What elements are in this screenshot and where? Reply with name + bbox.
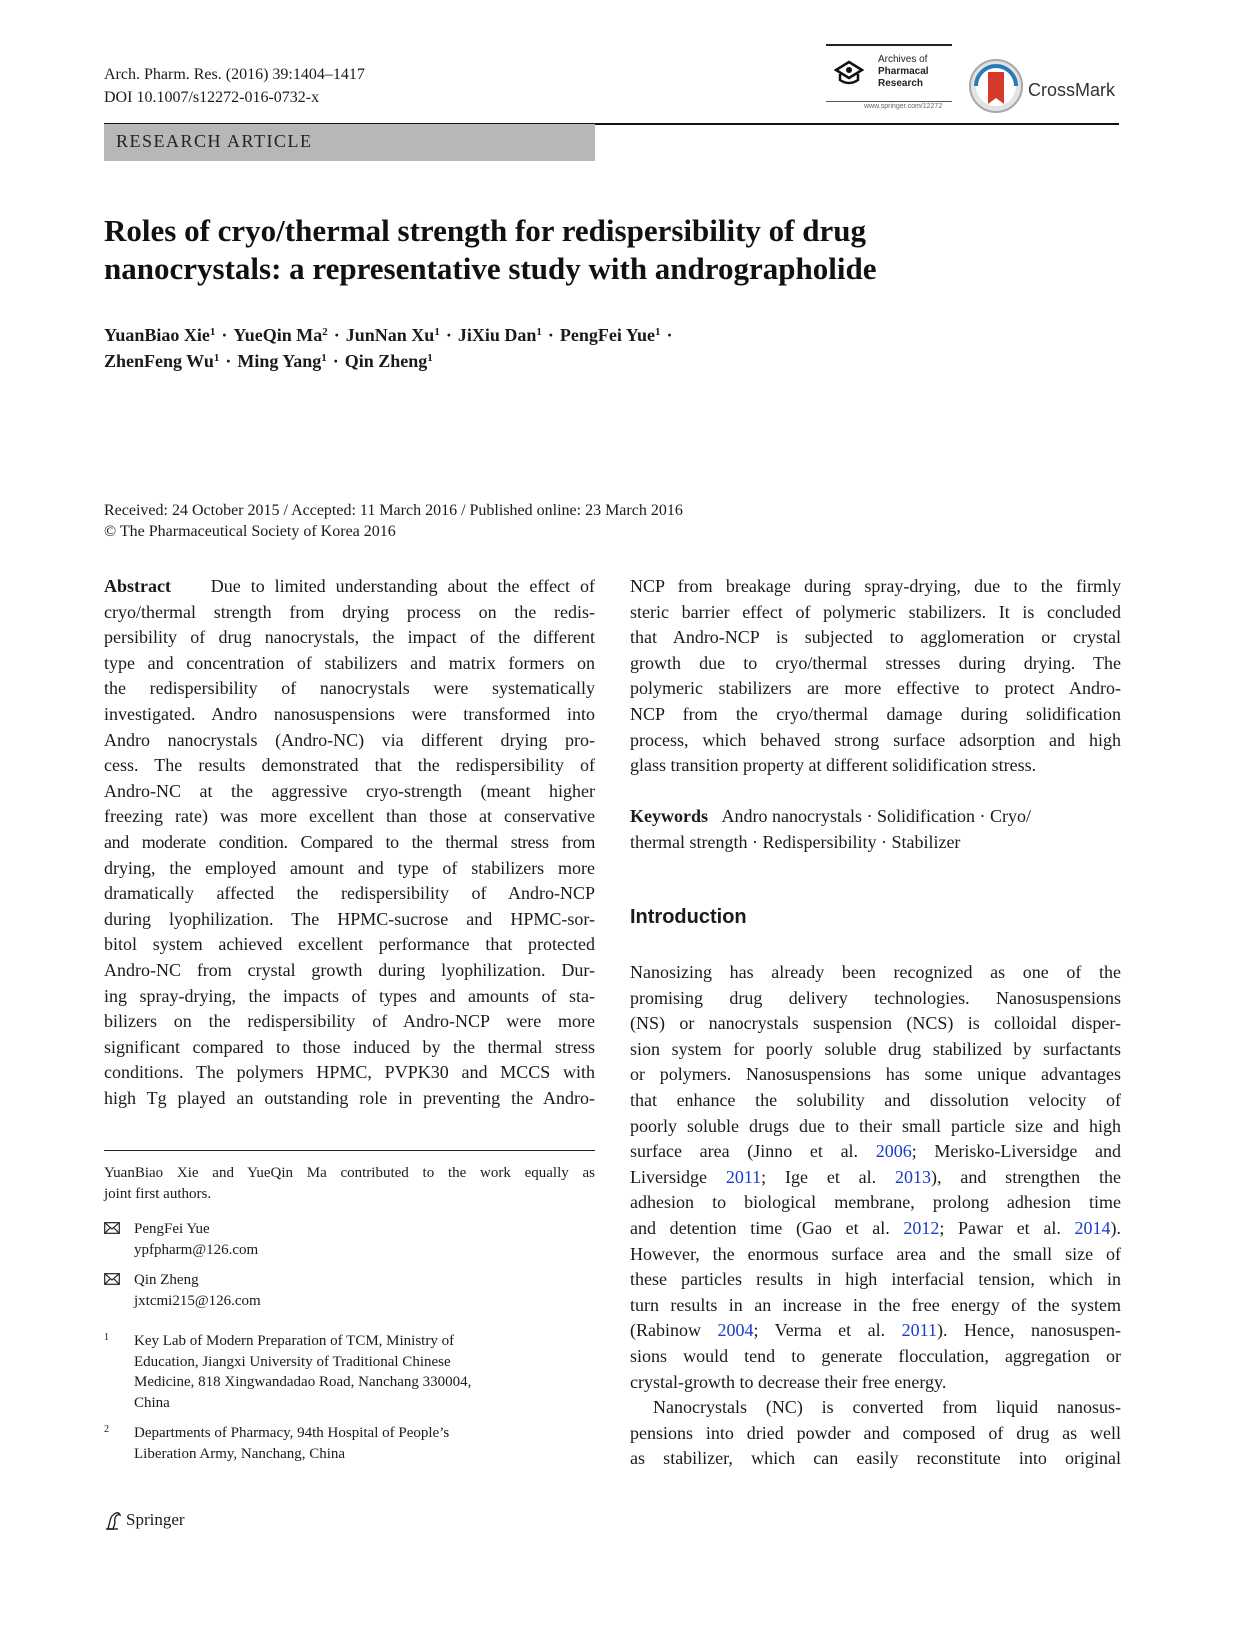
- intro-line: Liversidge 2011; Ige et al. 2013), and strengthen the: [630, 1166, 1121, 1187]
- abstract-line: polymeric stabilizers are more effective to protect Andro-: [630, 678, 1121, 699]
- citation-link[interactable]: 2014: [1074, 1217, 1111, 1238]
- abstract-line: high Tg played an outstanding role in preventing the Andro-: [104, 1087, 595, 1108]
- envelope-icon: [104, 1222, 120, 1234]
- journal-emblem-icon: [834, 60, 864, 86]
- abstract-line: persibility of drug nanocrystals, the impact of the different: [104, 627, 595, 648]
- abstract-line: NCP from the cryo/thermal damage during solidification: [630, 703, 1121, 724]
- crossmark-badge[interactable]: [968, 58, 1118, 118]
- citation-link[interactable]: 2011: [725, 1166, 762, 1187]
- keywords: [630, 804, 1121, 855]
- abstract-line: bitol system achieved excellent performance that protected: [104, 934, 595, 955]
- citation-link[interactable]: 2013: [895, 1166, 932, 1187]
- abstract-line: NCP from breakage during spray-drying, due to the firmly: [630, 576, 1121, 596]
- abstract-line: during lyophilization. The HPMC-sucrose and HPMC-sor-: [104, 908, 595, 929]
- section-heading-introduction: Introduction: [630, 906, 747, 928]
- author-separator: ·: [332, 351, 339, 371]
- logo-text: [878, 54, 929, 90]
- intro-line: sions would tend to generate flocculation, aggregation or: [630, 1345, 1121, 1366]
- introduction-body: [630, 960, 1121, 1472]
- abstract-line: freezing rate) was more excellent than those at conservative: [104, 806, 595, 827]
- corresponding-author: [104, 1270, 595, 1312]
- author[interactable]: Qin Zheng$^1$: [344, 351, 433, 371]
- journal-logo: [826, 44, 952, 112]
- corresponding-email[interactable]: ypfpharm@126.com: [134, 1241, 259, 1258]
- abstract-line: Andro-NC from crystal growth during lyophilization. Dur-: [104, 959, 595, 980]
- author-separator: ·: [666, 325, 673, 345]
- abstract-line: process, which behaved strong surface adsorption and high: [630, 729, 1121, 750]
- corresponding-name: PengFei Yue: [134, 1221, 210, 1237]
- publisher-name: Springer: [126, 1510, 185, 1529]
- abstract-line: Andro nanocrystals (Andro-NC) via different drying pro-: [104, 729, 595, 750]
- abstract-line: and moderate condition. Compared to the thermal stress from: [104, 831, 595, 852]
- logo-line2: Pharmacal: [878, 66, 929, 77]
- author-line-1: [104, 322, 1004, 348]
- affiliation-line: Departments of Pharmacy, 94th Hospital of People’s: [134, 1425, 450, 1441]
- abstract-line: significant compared to those induced by the thermal stress: [104, 1036, 595, 1057]
- affiliation: [104, 1331, 595, 1415]
- abstract-left-column: [104, 574, 595, 1111]
- doi[interactable]: DOI 10.1007/s12272-016-0732-x: [104, 89, 320, 106]
- keywords-line-2: thermal strength · Redispersibility · Stabilizer: [630, 831, 961, 852]
- abstract-label: Abstract: [104, 576, 171, 596]
- affiliation-line: Key Lab of Modern Preparation of TCM, Ministry of: [134, 1333, 455, 1349]
- affiliation-line: China: [134, 1394, 170, 1411]
- intro-line: However, the enormous surface area and the small size of: [630, 1243, 1121, 1264]
- corresponding-author: [104, 1219, 595, 1261]
- affiliation-line: Medicine, 818 Xingwandadao Road, Nanchang 330004,: [134, 1374, 472, 1390]
- intro-line: or polymers. Nanosuspensions has some unique advantages: [630, 1064, 1121, 1085]
- author[interactable]: PengFei Yue$^1$: [559, 325, 661, 345]
- abstract-right-column: [630, 574, 1121, 779]
- intro-line: (Rabinow 2004; Verma et al. 2011). Hence, nanosuspen-: [630, 1320, 1121, 1341]
- corresponding-email[interactable]: jxtcmi215@126.com: [134, 1292, 261, 1309]
- intro-line: crystal-growth to decrease their free energy.: [630, 1371, 947, 1392]
- title-line-2: nanocrystals: a representative study with andrographolide: [104, 251, 877, 286]
- citation-link[interactable]: 2012: [903, 1217, 940, 1238]
- abstract-line: Abstract Due to limited understanding about the effect of: [104, 576, 595, 596]
- note-line: joint first authors.: [104, 1185, 212, 1202]
- intro-line: Nanosizing has already been recognized as one of the: [630, 962, 1121, 982]
- author-list: [104, 322, 1004, 374]
- logo-line1: Archives of: [878, 54, 928, 65]
- abstract-line: investigated. Andro nanosuspensions were transformed into: [104, 703, 595, 724]
- logo-rule-top: [826, 44, 952, 46]
- intro-line: as stabilizer, which can easily reconstitute into original: [630, 1448, 1121, 1469]
- author[interactable]: ZhenFeng Wu$^1$: [104, 351, 220, 371]
- journal-citation: Arch. Pharm. Res. (2016) 39:1404–1417: [104, 66, 365, 83]
- abstract-line: type and concentration of stabilizers and matrix formers on: [104, 652, 595, 673]
- abstract-line: dramatically affected the redispersibility of Andro-NCP: [104, 883, 595, 904]
- author-separator: ·: [333, 325, 340, 345]
- affiliation-number: 2: [104, 1424, 109, 1435]
- crossmark-icon: [968, 58, 1024, 114]
- intro-line: that enhance the solubility and dissolution velocity of: [630, 1089, 1121, 1110]
- abstract-line: steric barrier effect of polymeric stabilizers. It is concluded: [630, 601, 1121, 622]
- springer-horse-icon: [104, 1511, 122, 1531]
- intro-line: (NS) or nanocrystals suspension (NCS) is colloidal disper-: [630, 1013, 1121, 1034]
- title-line-1: Roles of cryo/thermal strength for redispersibility of drug: [104, 213, 866, 248]
- abstract-line: bilizers on the redispersibility of Andro-NCP were more: [104, 1011, 595, 1032]
- article-type: RESEARCH ARTICLE: [116, 131, 313, 151]
- crossmark-label: CrossMark: [1028, 80, 1116, 100]
- envelope-icon: [104, 1273, 120, 1285]
- intro-line: these particles results in high interfacial tension, which in: [630, 1269, 1121, 1290]
- intro-line: sion system for poorly soluble drug stabilized by surfactants: [630, 1038, 1121, 1059]
- abstract-line: that Andro-NCP is subjected to agglomeration or crystal: [630, 627, 1121, 648]
- citation-link[interactable]: 2004: [717, 1320, 754, 1341]
- abstract-line: cess. The results demonstrated that the redispersibility of: [104, 755, 595, 776]
- article-title: [104, 212, 1104, 288]
- affiliation: [104, 1423, 595, 1465]
- author-separator: ·: [445, 325, 452, 345]
- abstract-line: glass transition property at different solidification stress.: [630, 755, 1037, 776]
- copyright-notice: © The Pharmaceutical Society of Korea 2016: [104, 523, 396, 540]
- affiliation-line: Liberation Army, Nanchang, China: [134, 1445, 346, 1462]
- intro-line: turn results in an increase in the free energy of the system: [630, 1294, 1121, 1315]
- abstract-line: drying, the employed amount and type of stabilizers more: [104, 857, 595, 878]
- abstract-line: growth due to cryo/thermal stresses during drying. The: [630, 652, 1121, 673]
- intro-line: Nanocrystals (NC) is converted from liquid nanosus-: [653, 1397, 1121, 1418]
- intro-line: promising drug delivery technologies. Nanosuspensions: [630, 987, 1121, 1008]
- intro-line: pensions into dried powder and composed of drug as well: [630, 1422, 1121, 1443]
- author[interactable]: Ming Yang$^1$: [237, 351, 327, 371]
- keywords-label: Keywords: [630, 806, 708, 826]
- publication-dates: Received: 24 October 2015 / Accepted: 11 March 2016 / Published online: 23 March 2016: [104, 502, 683, 519]
- logo-url[interactable]: www.springer.com/12272: [864, 103, 943, 110]
- logo-line3: Research: [878, 78, 924, 89]
- corresponding-name: Qin Zheng: [134, 1272, 199, 1288]
- author[interactable]: YueQin Ma$^2$: [233, 325, 328, 345]
- footnote-rule: [104, 1150, 595, 1151]
- abstract-line: the redispersibility of nanocrystals were systematically: [104, 678, 595, 699]
- author-separator: ·: [225, 351, 232, 371]
- abstract-line: Andro-NC at the aggressive cryo-strength (meant higher: [104, 780, 595, 801]
- author[interactable]: YuanBiao Xie$^1$: [104, 325, 216, 345]
- author[interactable]: JunNan Xu$^1$: [345, 325, 440, 345]
- logo-rule-bottom: [826, 101, 952, 102]
- affiliation-number: 1: [104, 1332, 109, 1343]
- author-separator: ·: [547, 325, 554, 345]
- intro-line: surface area (Jinno et al. 2006; Merisko-Liversidge and: [630, 1141, 1121, 1162]
- abstract-line: conditions. The polymers HPMC, PVPK30 and MCCS with: [104, 1062, 595, 1083]
- intro-line: adhesion to biological membrane, prolong adhesion time: [630, 1192, 1121, 1213]
- abstract-line: cryo/thermal strength from drying process on the redis-: [104, 601, 595, 622]
- author[interactable]: JiXiu Dan$^1$: [457, 325, 542, 345]
- intro-line: and detention time (Gao et al. 2012; Pawar et al. 2014).: [630, 1217, 1121, 1238]
- affiliation-line: Education, Jiangxi University of Traditional Chinese: [134, 1353, 451, 1370]
- citation-link[interactable]: 2011: [901, 1320, 938, 1341]
- author-separator: ·: [221, 325, 228, 345]
- joint-authorship-note: [104, 1163, 595, 1204]
- intro-line: poorly soluble drugs due to their small particle size and high: [630, 1115, 1121, 1136]
- keywords-line-1: Keywords Andro nanocrystals · Solidification · Cryo/: [630, 806, 1031, 826]
- author-line-2: [104, 348, 1004, 374]
- abstract-line: ing spray-drying, the impacts of types and amounts of sta-: [104, 985, 595, 1006]
- citation-link[interactable]: 2006: [875, 1141, 912, 1162]
- note-line: YuanBiao Xie and YueQin Ma contributed to the work equally as: [104, 1165, 595, 1181]
